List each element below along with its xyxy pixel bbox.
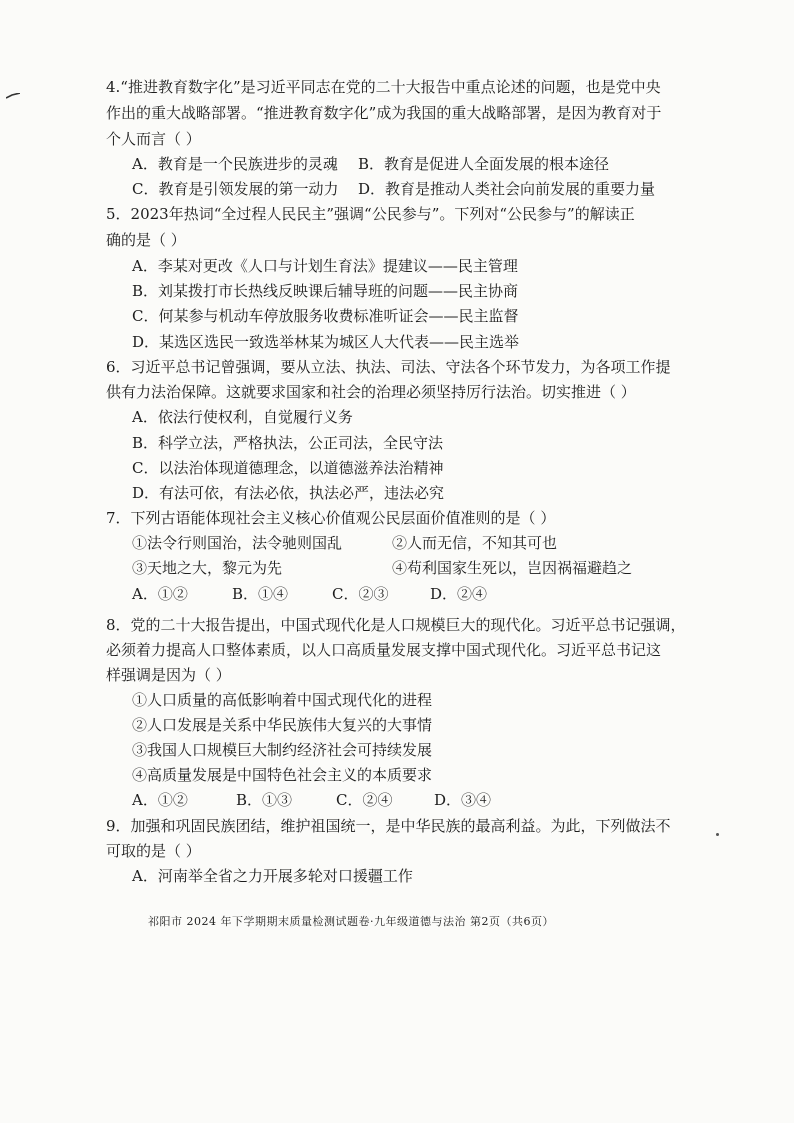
q4-stem-line-3: 个人而言（ ） bbox=[106, 130, 201, 148]
q4-option-b: B．教育是促进人全面发展的根本途径 bbox=[358, 155, 610, 173]
q9-option-a: A．河南举全省之力开展多轮对口援疆工作 bbox=[132, 867, 413, 885]
q8-statement-2: ②人口发展是关系中华民族伟大复兴的大事情 bbox=[132, 716, 433, 734]
q8-statement-1: ①人口质量的高低影响着中国式现代化的进程 bbox=[132, 691, 433, 709]
q4-option-c: C．教育是引领发展的第一动力 bbox=[132, 180, 339, 198]
q7-stem-line-1: 7．下列古语能体现社会主义核心价值观公民层面价值准则的是（ ） bbox=[106, 509, 556, 527]
q4-stem-line-2: 作出的重大战略部署。“推进教育数字化”成为我国的重大战略部署，是因为教育对于 bbox=[106, 104, 662, 122]
q9-stem-line-1: 9．加强和巩固民族团结，维护祖国统一，是中华民族的最高利益。为此，下列做法不 bbox=[106, 817, 671, 835]
page-footer: 祁阳市 2024 年下学期期末质量检测试题卷·九年级道德与法治 第2页（共6页） bbox=[148, 915, 554, 928]
q6-stem-line-1: 6．习近平总书记曾强调，要从立法、执法、司法、守法各个环节发力，为各项工作提 bbox=[106, 358, 671, 376]
scan-mark bbox=[6, 93, 20, 99]
q7-option-a: A．①② bbox=[132, 585, 188, 603]
q8-statement-4: ④高质量发展是中国特色社会主义的本质要求 bbox=[132, 766, 433, 784]
q8-stem-line-1: 8．党的二十大报告提出，中国式现代化是人口规模巨大的现代化。习近平总书记强调， bbox=[106, 616, 686, 634]
q7-option-b: B．①④ bbox=[232, 585, 289, 603]
q8-option-c: C．②④ bbox=[336, 791, 393, 809]
q5-option-c: C．何某参与机动车停放服务收费标准听证会——民主监督 bbox=[132, 307, 519, 325]
q6-option-c: C．以法治体现道德理念，以道德滋养法治精神 bbox=[132, 459, 444, 477]
q5-option-d: D．某选区选民一致选举林某为城区人大代表——民主选举 bbox=[132, 333, 520, 351]
q7-option-d: D．②④ bbox=[430, 585, 488, 603]
q5-option-b: B．刘某拨打市长热线反映课后辅导班的问题——民主协商 bbox=[132, 282, 519, 300]
q7-option-c: C．②③ bbox=[332, 585, 389, 603]
q4-option-a: A．教育是一个民族进步的灵魂 bbox=[132, 155, 338, 173]
q8-stem-line-3: 样强调是因为（ ） bbox=[106, 666, 231, 684]
q7-statement-3: ③天地之大，黎元为先 bbox=[132, 559, 283, 577]
q4-stem-line-1: 4.“推进教育数字化”是习近平同志在党的二十大报告中重点论述的问题，也是党中央 bbox=[106, 78, 661, 96]
scan-speck bbox=[716, 833, 719, 836]
q5-stem-line-2: 确的是（ ） bbox=[106, 231, 186, 249]
q9-stem-line-2: 可取的是（ ） bbox=[106, 842, 201, 860]
q6-option-b: B．科学立法，严格执法，公正司法，全民守法 bbox=[132, 434, 444, 452]
q8-stem-line-2: 必须着力提高人口整体素质，以人口高质量发展支撑中国式现代化。习近平总书记这 bbox=[106, 641, 662, 659]
q8-option-d: D．③④ bbox=[434, 791, 492, 809]
q6-option-a: A．依法行使权利，自觉履行义务 bbox=[132, 408, 353, 426]
q6-option-d: D．有法可依，有法必依，执法必严，违法必究 bbox=[132, 484, 445, 502]
q5-option-a: A．李某对更改《人口与计划生育法》提建议——民主管理 bbox=[132, 257, 518, 275]
q4-option-d: D．教育是推动人类社会向前发展的重要力量 bbox=[358, 180, 656, 198]
q5-stem-line-1: 5．2023年热词“全过程人民民主”强调“公民参与”。下列对“公民参与”的解读正 bbox=[106, 205, 635, 223]
q7-statement-2: ②人而无信，不知其可也 bbox=[392, 534, 558, 552]
q6-stem-line-2: 供有力法治保障。这就要求国家和社会的治理必须坚持厉行法治。切实推进（ ） bbox=[106, 383, 636, 401]
q8-statement-3: ③我国人口规模巨大制约经济社会可持续发展 bbox=[132, 741, 433, 759]
q8-option-a: A．①② bbox=[132, 791, 188, 809]
q7-statement-4: ④苟利国家生死以，岂因祸福避趋之 bbox=[392, 559, 633, 577]
q8-option-b: B．①③ bbox=[236, 791, 293, 809]
q7-statement-1: ①法令行则国治，法令驰则国乱 bbox=[132, 534, 343, 552]
